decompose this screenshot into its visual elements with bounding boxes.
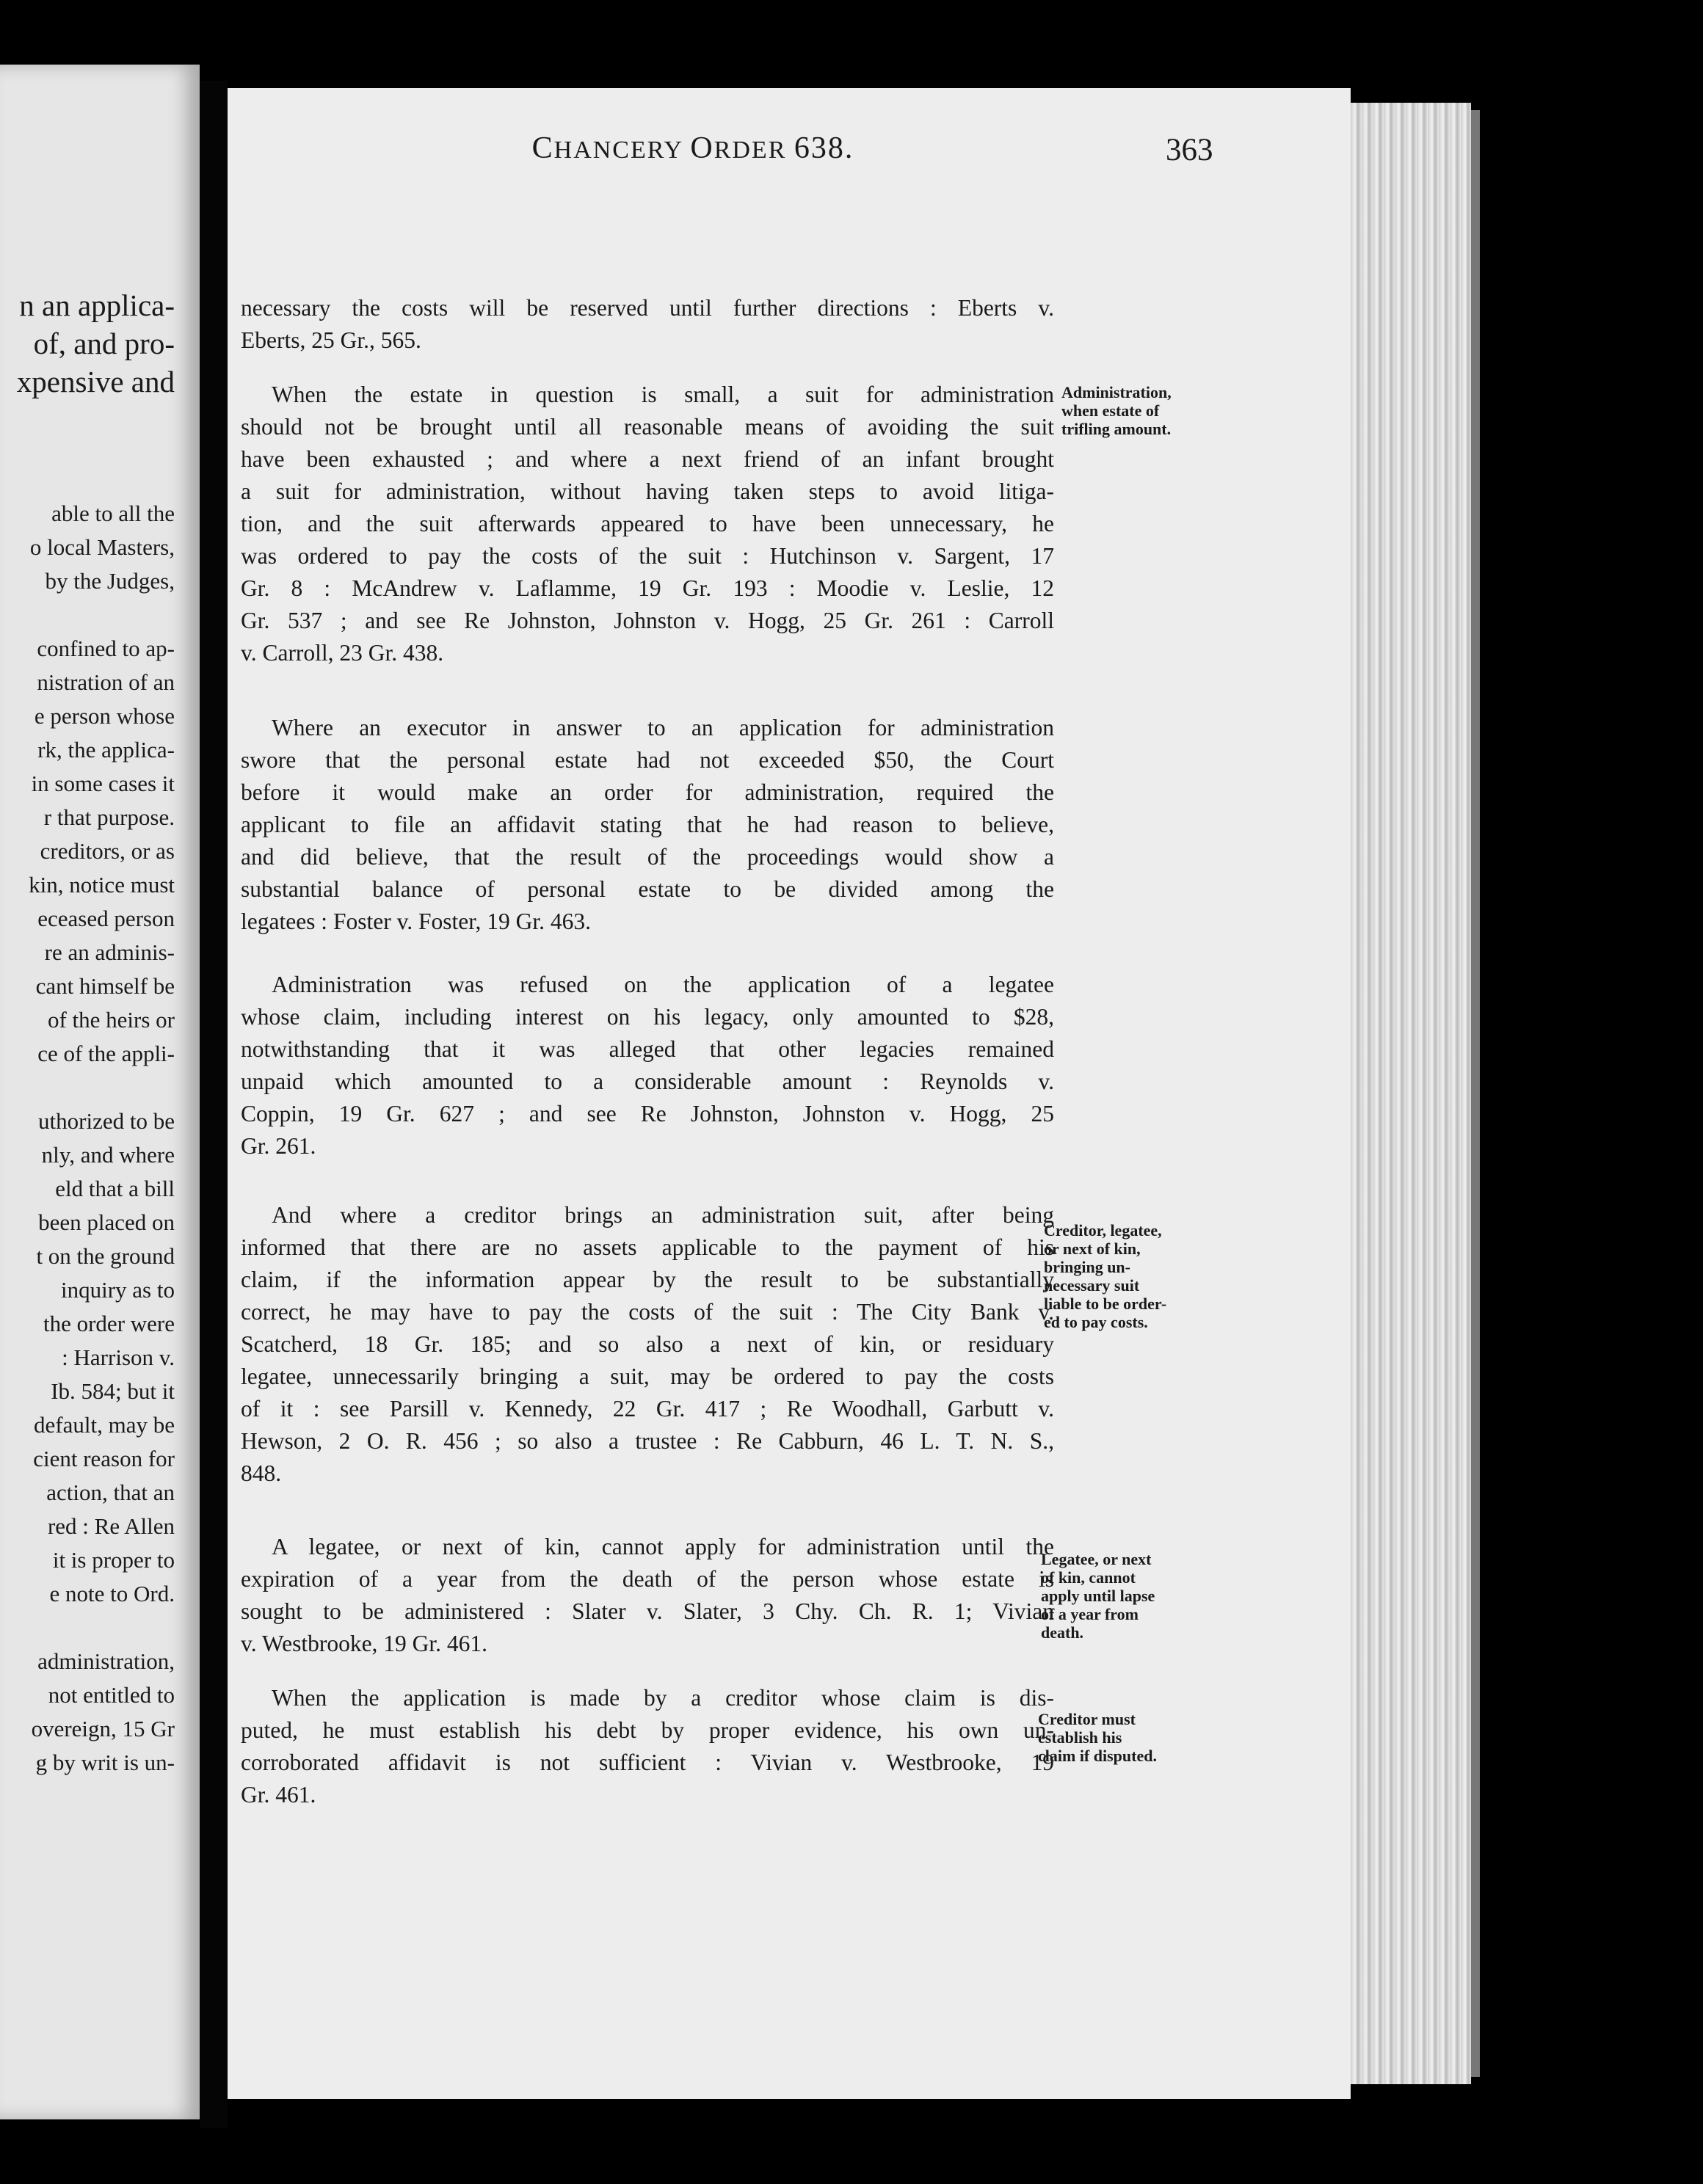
left-page-line: t on the ground bbox=[36, 1243, 175, 1269]
left-page-line: red : Re Allen bbox=[47, 1513, 175, 1539]
page-edge-shadow bbox=[1471, 110, 1480, 2077]
text-line: When the application is made by a creditor whose claim is dis- bbox=[272, 1685, 1054, 1711]
left-page-line: re an adminis- bbox=[44, 939, 175, 965]
margin-note-line: when estate of bbox=[1061, 401, 1160, 420]
text-line: tion, and the suit afterwards appeared to have been unnecessary, he bbox=[241, 511, 1054, 536]
body-paragraph bbox=[241, 379, 1054, 669]
text-line: Hewson, 2 O. R. 456 ; so also a trustee : Re Cabburn, 46 L. T. N. S., bbox=[241, 1428, 1054, 1454]
page-edges bbox=[1351, 103, 1471, 2084]
left-page-heading-line: of, and pro- bbox=[33, 327, 175, 360]
margin-note-line: necessary suit bbox=[1044, 1276, 1140, 1295]
left-page-line: ce of the appli- bbox=[37, 1041, 175, 1066]
left-page-heading-line: xpensive and bbox=[16, 365, 175, 398]
text-line: substantial balance of personal estate to be divided among the bbox=[241, 876, 1054, 902]
body-paragraph bbox=[241, 1682, 1054, 1811]
text-line: legatees : Foster v. Foster, 19 Gr. 463. bbox=[241, 909, 592, 934]
left-page-line: r that purpose. bbox=[43, 804, 175, 830]
text-line: 848. bbox=[241, 1460, 282, 1486]
left-page-line: confined to ap- bbox=[37, 636, 175, 661]
left-page-line: e note to Ord. bbox=[49, 1581, 175, 1606]
body-paragraph bbox=[241, 969, 1054, 1162]
text-line: And where a creditor brings an administration suit, after being bbox=[272, 1202, 1054, 1228]
left-page-line: not entitled to bbox=[48, 1682, 175, 1708]
text-line: a suit for administration, without having taken steps to avoid litiga- bbox=[241, 478, 1054, 504]
text-line: claim, if the information appear by the result to be substantially bbox=[241, 1267, 1054, 1292]
left-page-line: : Harrison v. bbox=[62, 1344, 175, 1370]
left-page-line: rk, the applica- bbox=[37, 737, 175, 762]
text-line: Where an executor in answer to an application for administration bbox=[272, 715, 1054, 740]
left-page-line: inquiry as to bbox=[61, 1277, 175, 1303]
left-page-line: by the Judges, bbox=[45, 568, 175, 594]
page-number: 363 bbox=[1166, 133, 1213, 167]
body-paragraph bbox=[241, 292, 1054, 357]
running-head-number: 638. bbox=[794, 131, 854, 165]
book-gutter bbox=[200, 81, 228, 2128]
margin-note-line: bringing un- bbox=[1044, 1258, 1130, 1276]
margin-note bbox=[1061, 383, 1238, 438]
text-line: Gr. 537 ; and see Re Johnston, Johnston v. Hogg, 25 Gr. 261 : Carroll bbox=[241, 608, 1054, 633]
margin-note-line: establish his bbox=[1038, 1728, 1122, 1747]
text-line: legatee, unnecessarily bringing a suit, may be ordered to pay the costs bbox=[241, 1364, 1054, 1389]
running-head-smallcaps: RDER bbox=[713, 136, 794, 164]
text-line: Administration was refused on the application of a legatee bbox=[272, 972, 1054, 997]
left-page-line: eceased person bbox=[37, 906, 175, 931]
text-line: notwithstanding that it was alleged that other legacies remained bbox=[241, 1036, 1054, 1062]
text-line: v. Westbrooke, 19 Gr. 461. bbox=[241, 1631, 488, 1656]
left-page-line: been placed on bbox=[38, 1209, 175, 1235]
left-page-line: of the heirs or bbox=[47, 1007, 175, 1033]
text-line: necessary the costs will be reserved until further directions : Eberts v. bbox=[241, 295, 1054, 321]
text-line: Eberts, 25 Gr., 565. bbox=[241, 327, 421, 353]
text-line: of it : see Parsill v. Kennedy, 22 Gr. 417 ; Re Woodhall, Garbutt v. bbox=[241, 1396, 1054, 1422]
margin-note-line: Creditor, legatee, bbox=[1044, 1221, 1162, 1240]
left-page-line: kin, notice must bbox=[29, 872, 175, 898]
margin-note-line: of kin, cannot bbox=[1041, 1568, 1136, 1587]
left-page-line: in some cases it bbox=[31, 771, 175, 796]
left-page-line: creditors, or as bbox=[40, 838, 175, 864]
left-page-line: the order were bbox=[43, 1311, 175, 1336]
margin-note bbox=[1041, 1550, 1217, 1642]
margin-note-line: Administration, bbox=[1061, 383, 1172, 401]
left-page-line: cient reason for bbox=[33, 1446, 175, 1471]
margin-note-line: of a year from bbox=[1041, 1605, 1139, 1623]
margin-note-line: trifling amount. bbox=[1061, 420, 1172, 438]
text-line: Gr. 261. bbox=[241, 1133, 316, 1159]
text-line: have been exhausted ; and where a next friend of an infant brought bbox=[241, 446, 1054, 472]
left-page-line: default, may be bbox=[34, 1412, 175, 1438]
text-line: informed that there are no assets applicable to the payment of his bbox=[241, 1234, 1054, 1260]
running-head-initial: O bbox=[690, 131, 714, 165]
text-line: applicant to file an affidavit stating that he had reason to believe, bbox=[241, 812, 1054, 837]
text-line: swore that the personal estate had not exceeded $50, the Court bbox=[241, 747, 1054, 773]
text-line: Coppin, 19 Gr. 627 ; and see Re Johnston, Johnston v. Hogg, 25 bbox=[241, 1101, 1054, 1126]
left-page-line: g by writ is un- bbox=[35, 1750, 175, 1775]
text-line: Gr. 461. bbox=[241, 1782, 316, 1808]
body-paragraph bbox=[241, 1531, 1054, 1660]
margin-note-line: Creditor must bbox=[1038, 1710, 1136, 1728]
left-page-line: Ib. 584; but it bbox=[51, 1378, 175, 1404]
text-line: whose claim, including interest on his legacy, only amounted to $28, bbox=[241, 1004, 1054, 1030]
left-page-line: administration, bbox=[37, 1648, 175, 1674]
text-line: sought to be administered : Slater v. Slater, 3 Chy. Ch. R. 1; Vivian bbox=[241, 1598, 1054, 1624]
margin-note bbox=[1038, 1710, 1214, 1765]
text-line: puted, he must establish his debt by proper evidence, his own un- bbox=[241, 1717, 1054, 1743]
margin-note-line: Legatee, or next bbox=[1041, 1550, 1152, 1568]
text-line: corroborated affidavit is not sufficient : Vivian v. Westbrooke, 19 bbox=[241, 1750, 1054, 1775]
margin-note-line: liable to be order- bbox=[1044, 1295, 1167, 1313]
text-line: before it would make an order for administration, required the bbox=[241, 779, 1054, 805]
text-line: unpaid which amounted to a considerable amount : Reynolds v. bbox=[241, 1069, 1054, 1094]
left-page-line: nly, and where bbox=[41, 1142, 175, 1168]
running-head-smallcaps: HANCERY bbox=[553, 136, 691, 164]
left-page-line: o local Masters, bbox=[29, 534, 175, 560]
text-line: When the estate in question is small, a suit for administration bbox=[272, 382, 1054, 407]
text-line: Gr. 8 : McAndrew v. Laflamme, 19 Gr. 193 : Moodie v. Leslie, 12 bbox=[241, 575, 1054, 601]
text-line: Scatcherd, 18 Gr. 185; and so also a next of kin, or residuary bbox=[241, 1331, 1054, 1357]
margin-note-line: or next of kin, bbox=[1044, 1240, 1141, 1258]
text-line: was ordered to pay the costs of the suit : Hutchinson v. Sargent, 17 bbox=[241, 543, 1054, 569]
left-page-line: able to all the bbox=[51, 500, 175, 526]
text-line: and did believe, that the result of the proceedings would show a bbox=[241, 844, 1054, 870]
margin-note-line: claim if disputed. bbox=[1038, 1747, 1157, 1765]
margin-note bbox=[1044, 1221, 1220, 1331]
left-page-line: e person whose bbox=[34, 703, 175, 729]
left-page-line: uthorized to be bbox=[38, 1108, 175, 1134]
margin-note-line: death. bbox=[1041, 1623, 1084, 1642]
text-line: should not be brought until all reasonable means of avoiding the suit bbox=[241, 414, 1054, 440]
text-line: correct, he may have to pay the costs of the suit : The City Bank v. bbox=[241, 1299, 1054, 1325]
left-page-line: overeign, 15 Gr bbox=[31, 1716, 175, 1741]
left-page-line: eld that a bill bbox=[55, 1176, 175, 1201]
running-head-initial: C bbox=[531, 131, 554, 165]
left-page-line: cant himself be bbox=[35, 973, 175, 999]
left-facing-page bbox=[0, 65, 200, 2119]
running-head bbox=[289, 131, 1097, 166]
left-page-heading-line: n an applica- bbox=[19, 288, 175, 322]
text-line: A legatee, or next of kin, cannot apply for administration until the bbox=[272, 1534, 1054, 1559]
body-paragraph bbox=[241, 1199, 1054, 1490]
left-page-line: nistration of an bbox=[37, 669, 175, 695]
text-line: v. Carroll, 23 Gr. 438. bbox=[241, 640, 444, 666]
margin-note-line: apply until lapse bbox=[1041, 1587, 1155, 1605]
left-page-line: it is proper to bbox=[52, 1547, 175, 1573]
margin-note-line: ed to pay costs. bbox=[1044, 1313, 1148, 1331]
body-paragraph bbox=[241, 712, 1054, 938]
left-page-line: action, that an bbox=[46, 1479, 175, 1505]
text-line: expiration of a year from the death of the person whose estate is bbox=[241, 1566, 1054, 1592]
